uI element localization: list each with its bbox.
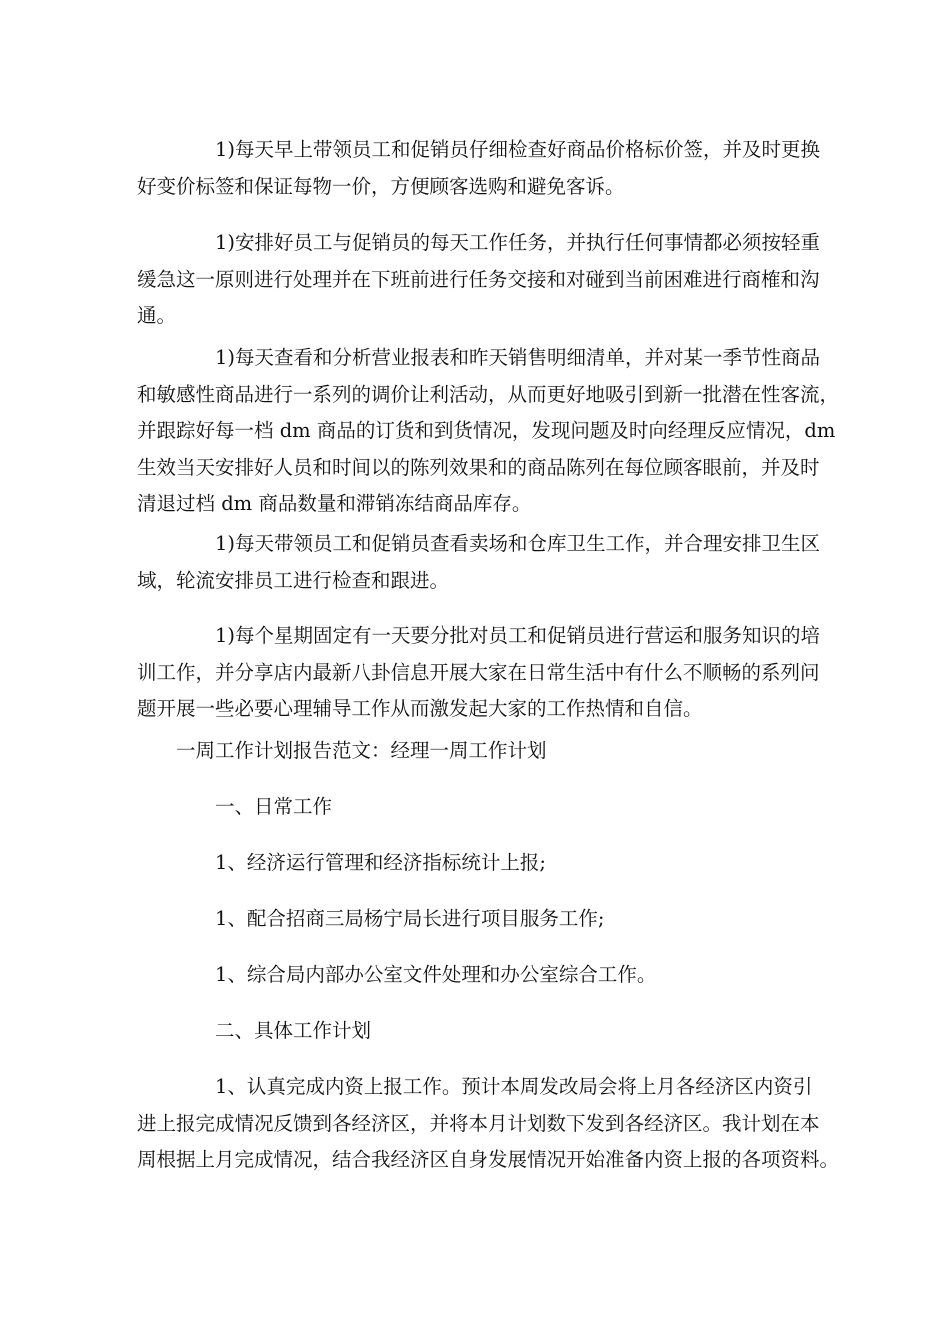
text-line: 通。 [137,304,177,327]
text-line: 1)安排好员工与促销员的每天工作任务，并执行任何事情都必须按轻重 [215,231,821,254]
text-line: 1)每天查看和分析营业报表和昨天销售明细清单，并对某一季节性商品 [215,346,821,369]
paragraph-weekly-training [137,618,827,728]
text-line: 周根据上月完成情况，结合我经济区自身发展情况开始准备内资上报的各项资料。 [137,1148,840,1171]
text-line: 并跟踪好每一档 dm 商品的订货和到货情况，发现问题及时向经理反应情况，dm [137,419,836,442]
text-line: 1)每天带领员工和促销员查看卖场和仓库卫生工作，并合理安排卫生区 [215,532,821,555]
text-line: 1)每天早上带领员工和促销员仔细检查好商品价格标价签，并及时更换 [215,138,821,161]
paragraph-task-arrangement [137,225,827,335]
section-heading-daily-work: 一、日常工作 [215,795,333,818]
paragraph-sales-analysis [137,340,840,523]
text-line: 缓急这一原则进行处理并在下班前进行任务交接和对碰到当前困难进行商榷和沟 [137,267,820,291]
text-line: 域，轮流安排员工进行检查和跟进。 [137,568,450,592]
text-line: 1)每个星期固定有一天要分批对员工和促销员进行营运和服务知识的培 [215,624,821,647]
paragraph-hygiene-check [137,526,827,599]
text-line: 训工作，并分享店内最新八卦信息开展大家在日常生活中有什么不顺畅的系列问 [137,660,820,684]
text-line: 1、认真完成内资上报工作。预计本周发改局会将上月各经济区内资引 [215,1075,813,1098]
list-item: 1、综合局内部办公室文件处理和办公室综合工作。 [215,963,657,986]
text-line: 进上报完成情况反馈到各经济区，并将本月计划数下发到各经济区。我计划在本 [137,1111,820,1135]
section-heading-work-plan: 二、具体工作计划 [215,1019,372,1042]
section-title: 一周工作计划报告范文：经理一周工作计划 [176,739,547,762]
paragraph-price-labels [137,132,827,205]
text-line: 生效当天安排好人员和时间以的陈列效果和的商品陈列在每位顾客眼前，并及时 [137,455,820,479]
text-line: 好变价标签和保证每物一价，方便顾客选购和避免客诉。 [137,174,625,198]
paragraph-domestic-capital-report [137,1069,840,1179]
list-item: 1、经济运行管理和经济指标统计上报; [215,851,546,874]
text-line: 清退过档 dm 商品数量和滞销冻结商品库存。 [137,492,532,515]
list-item: 1、配合招商三局杨宁局长进行项目服务工作; [215,907,605,930]
text-line: 和敏感性商品进行一系列的调价让利活动，从而更好地吸引到新一批潜在性客流， [137,382,840,406]
text-line: 题开展一些必要心理辅导工作从而激发起大家的工作热情和自信。 [137,697,703,720]
